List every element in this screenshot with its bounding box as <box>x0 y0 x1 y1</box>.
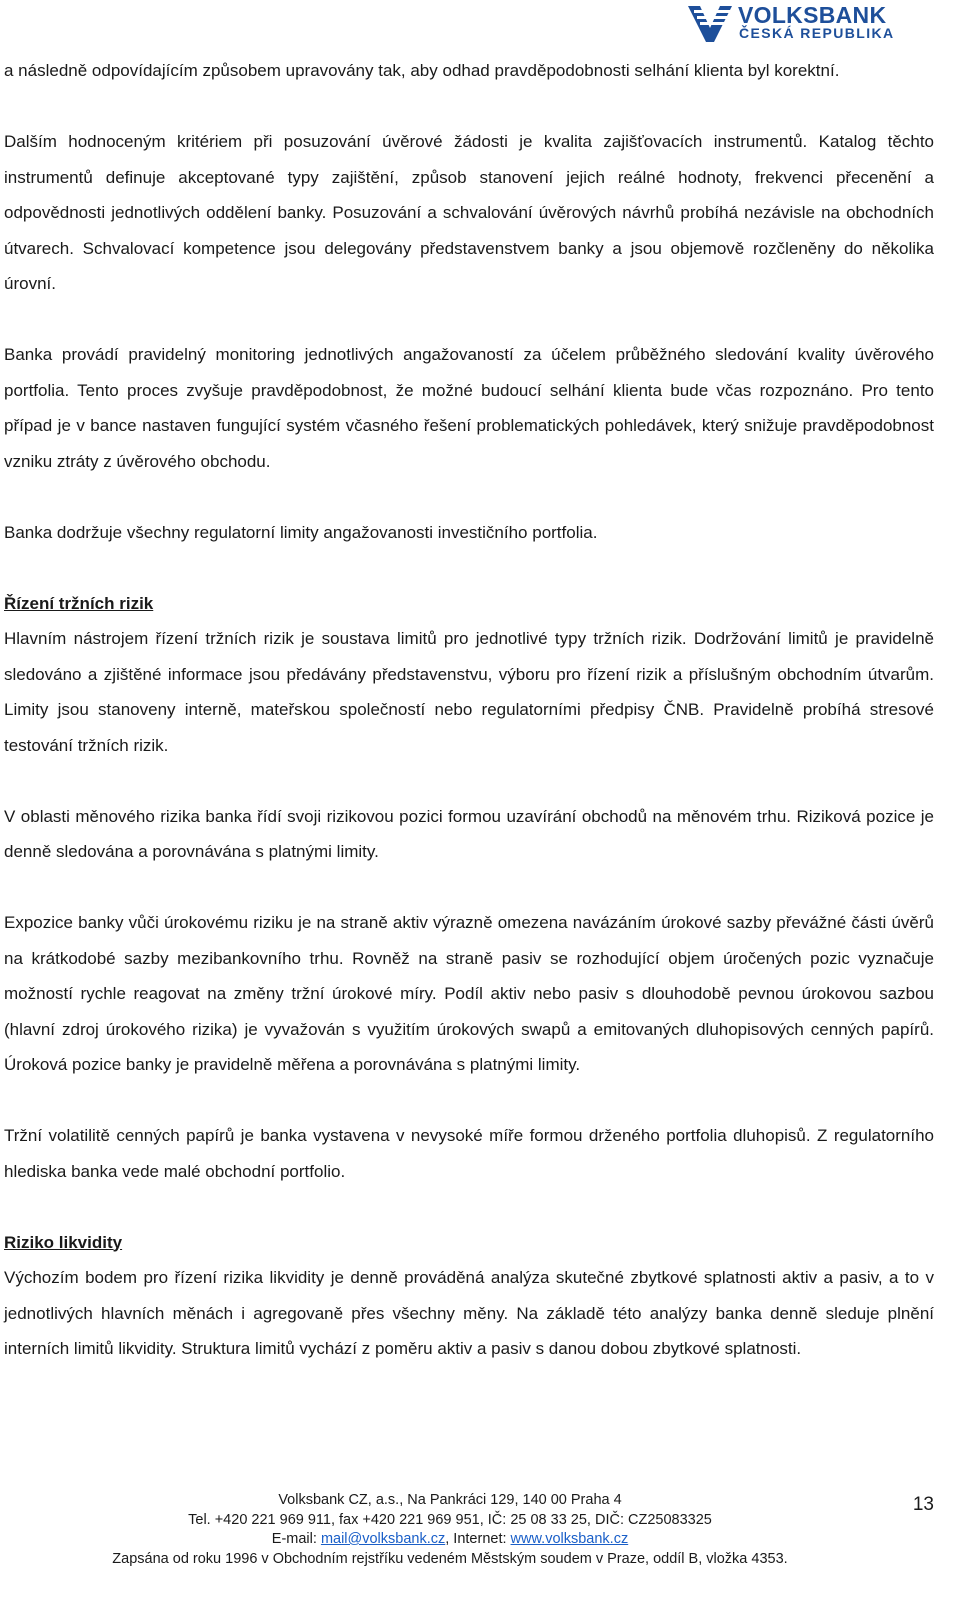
email-label: E-mail: <box>271 1531 321 1547</box>
section-heading-market-risk: Řízení tržních rizik <box>4 593 154 613</box>
document-body <box>4 53 934 1402</box>
page-footer <box>0 1491 900 1569</box>
paragraph: Banka dodržuje všechny regulatorní limity angažovanosti investičního portfolia. <box>4 522 598 542</box>
internet-label: , Internet: <box>445 1531 511 1547</box>
section-heading-liquidity-risk: Riziko likvidity <box>4 1232 123 1252</box>
logo-name: VOLKSBANK <box>738 2 887 28</box>
volksbank-logo <box>688 2 920 44</box>
page-number: 13 <box>912 1494 934 1515</box>
logo-subtitle: ČESKÁ REPUBLIKA <box>739 25 895 41</box>
footer-registration: Zapsána od roku 1996 v Obchodním rejstříku vedeném Městským soudem v Praze, oddíl B, vložka 4353. <box>112 1550 788 1567</box>
footer-contacts: Tel. +420 221 969 911, fax +420 221 969 951, IČ: 25 08 33 25, DIČ: CZ25083325 <box>188 1511 712 1528</box>
paragraph: Výchozím bodem pro řízení rizika likvidity je denně prováděná analýza skutečné zbytkové splatnosti aktiv a pasiv, a to v jednotlivých hlavních měnách i agregovaně přes všechny měny. Na základě této analýzy banka denně sleduje plnění interních limitů likvidity. Struktura limitů vychází z poměru aktiv a pasiv s danou dobou zbytkové splatnosti. <box>4 1268 934 1358</box>
paragraph: Dalším hodnoceným kritériem při posuzování úvěrové žádosti je kvalita zajišťovacích instrumentů. Katalog těchto instrumentů definuje akceptované typy zajištění, způsob stanovení jejich reálné hodnoty, frekvenci přecenění a odpovědnosti jednotlivých oddělení banky. Posuzování a schvalování úvěrových návrhů probíhá nezávisle na obchodních útvarech. Schvalovací kompetence jsou delegovány představenstvem banky a jsou objemově rozčleněny do několika úrovní. <box>4 132 934 293</box>
paragraph: Banka provádí pravidelný monitoring jednotlivých angažovaností za účelem průběžného sledování kvality úvěrového portfolia. Tento proces zvyšuje pravděpodobnost, že možné budoucí selhání klienta bude včas rozpoznáno. Pro tento případ je v bance nastaven fungující systém včasného řešení problematických pohledávek, který snižuje pravděpodobnost vzniku ztráty z úvěrového obchodu. <box>4 345 934 471</box>
paragraph: a následně odpovídajícím způsobem upravovány tak, aby odhad pravděpodobnosti selhání klienta byl korektní. <box>4 61 840 80</box>
email-link[interactable]: mail@volksbank.cz <box>320 1531 446 1547</box>
paragraph: Tržní volatilitě cenných papírů je banka vystavena v nevysoké míře formou drženého portfolia dluhopisů. Z regulatorního hlediska banka vede malé obchodní portfolio. <box>4 1126 934 1181</box>
footer-address: Volksbank CZ, a.s., Na Pankráci 129, 140 00 Praha 4 <box>278 1492 622 1508</box>
paragraph: Expozice banky vůči úrokovému riziku je na straně aktiv výrazně omezena navázáním úrokové sazby převážné části úvěrů na krátkodobé sazby mezibankovního trhu. Rovněž na straně pasiv se rozhodující objem úročených pozic vyznačuje možností rychle reagovat na změny tržní úrokové míry. Podíl aktiv nebo pasiv s dlouhodobě pevnou úrokovou sazbou (hlavní zdroj úrokového rizika) je vyvažován s využitím úrokových swapů a emitovaných dluhopisových cenných papírů. Úroková pozice banky je pravidelně měřena a porovnávána s platnými limity. <box>4 913 934 1074</box>
website-link[interactable]: www.volksbank.cz <box>510 1531 629 1547</box>
paragraph: V oblasti měnového rizika banka řídí svoji rizikovou pozici formou uzavírání obchodů na měnovém trhu. Riziková pozice je denně sledována a porovnávána s platnými limity. <box>4 806 934 861</box>
volksbank-emblem-icon <box>688 2 736 42</box>
footer-links <box>0 1530 900 1550</box>
paragraph: Hlavním nástrojem řízení tržních rizik je soustava limitů pro jednotlivé typy tržních rizik. Dodržování limitů je pravidelně sledováno a zjištěné informace jsou předávány představenstvu, výboru pro řízení rizik a příslušným obchodním útvarům. Limity jsou stanoveny interně, mateřskou společností nebo regulatorními předpisy ČNB. Pravidelně probíhá stresové testování tržních rizik. <box>4 629 934 755</box>
